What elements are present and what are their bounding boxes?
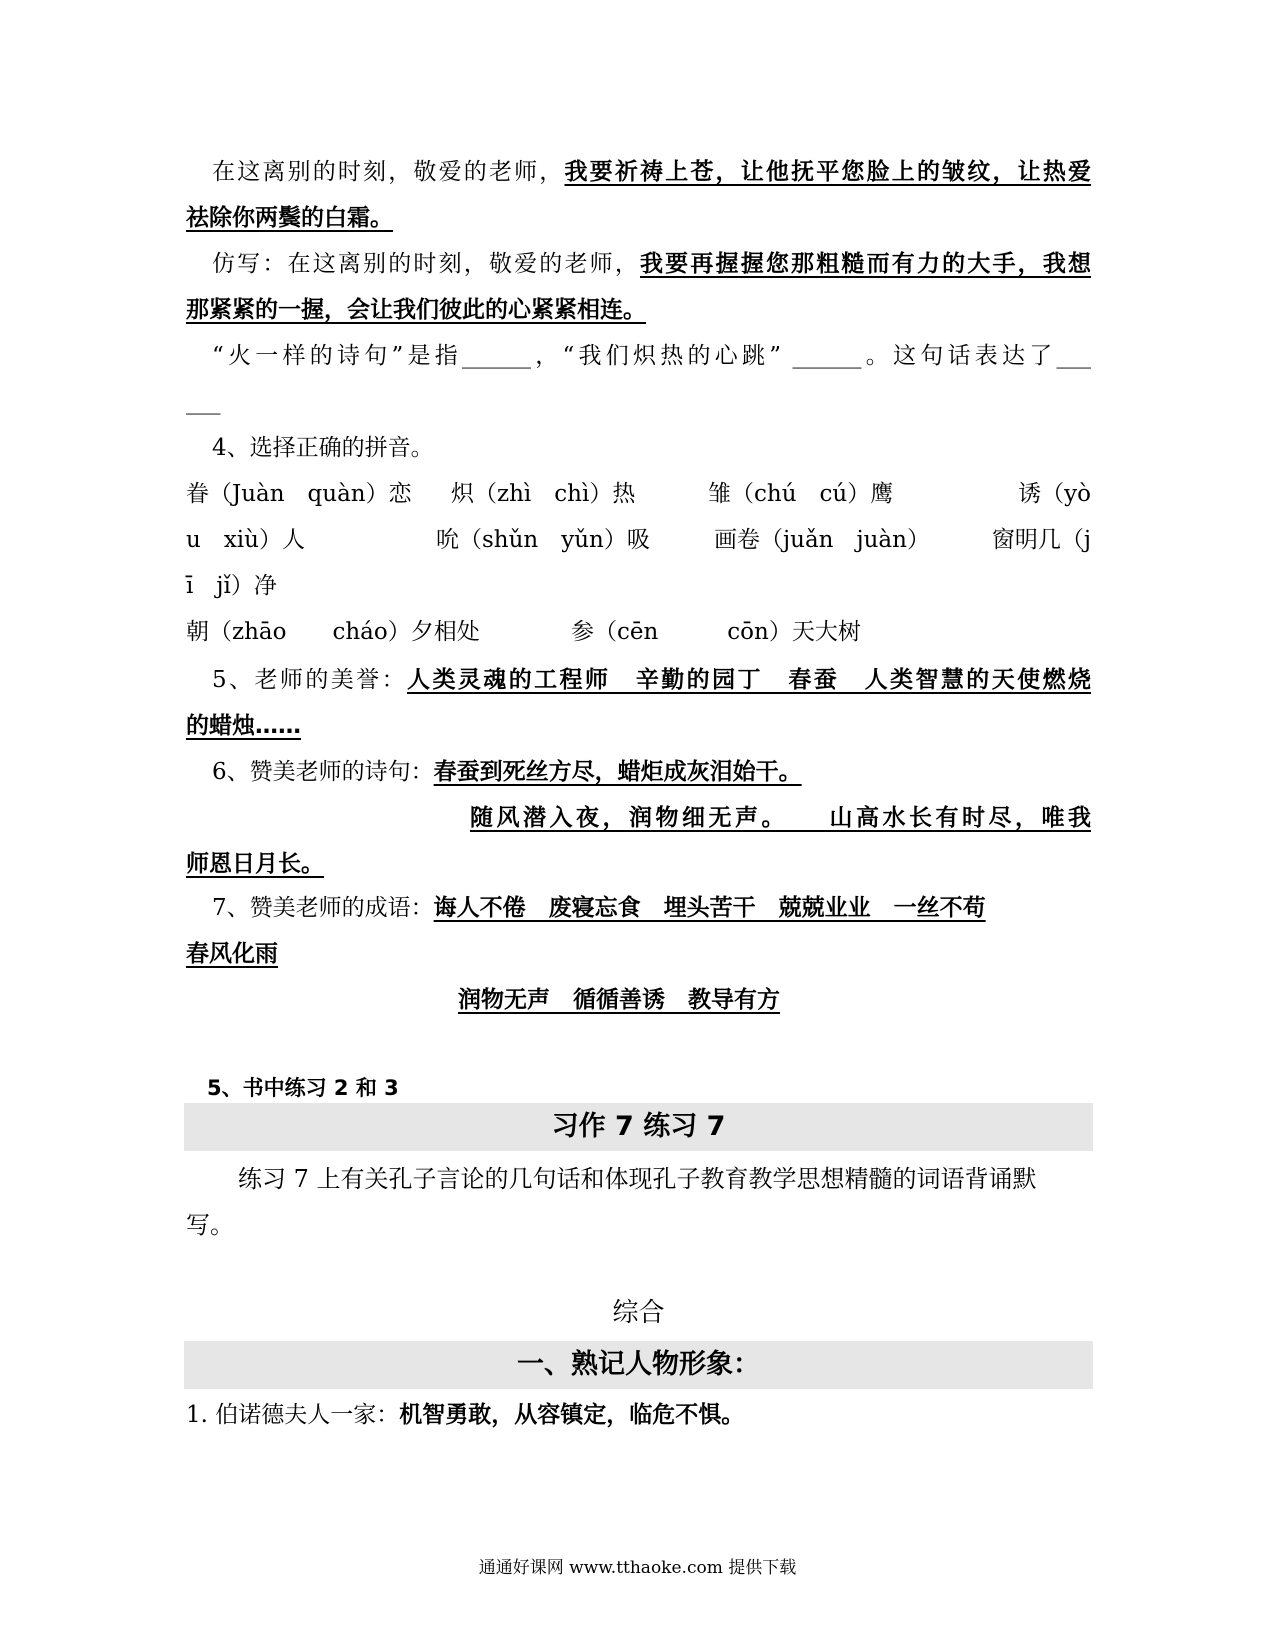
question-7-line-2	[186, 937, 1091, 971]
question-7-line-1	[186, 891, 1091, 925]
paragraph-3-cont: ___	[186, 389, 221, 415]
section-banner-characters-title: 一、熟记人物形象：	[517, 1349, 760, 1380]
paragraph-1-line-2	[186, 201, 1091, 235]
question-6-label: 6、赞美老师的诗句：	[212, 759, 434, 785]
question-7-label: 7、赞美老师的成语：	[212, 895, 434, 921]
question-7-idioms-1: 诲人不倦 废寝忘食 埋头苦干 兢兢业业 一丝不苟	[433, 895, 986, 921]
character-item-1	[186, 1398, 1091, 1432]
question-5-bold-a: 人类灵魂的工程师 辛勤的园丁 春蚕 人类智慧的天使燃烧	[407, 667, 1091, 693]
paragraph-2-bold-b: 那紧紧的一握，会让我们彼此的心紧紧相连。	[186, 297, 646, 323]
question-5-bold-b: 的蜡烛……	[186, 713, 301, 739]
question-6-poem-3: 师恩日月长。	[186, 851, 324, 877]
pinyin-item: 参（cēn cōn）天大树	[571, 619, 861, 645]
question-7-idioms-3: 润物无声 循循善诱 教导有方	[458, 987, 780, 1013]
question-7-idioms-2: 春风化雨	[186, 941, 278, 967]
character-item-1-label: 1. 伯诺德夫人一家：	[186, 1402, 400, 1428]
question-6-poem-2: 随风潜入夜，润物细无声。 山高水长有时尽，唯我	[470, 805, 1091, 831]
question-6-line-3	[186, 847, 1091, 881]
pinyin-row-3	[186, 569, 1091, 603]
comprehensive-heading-text: 综合	[612, 1298, 665, 1328]
pinyin-item: 窗明几（j	[991, 527, 1091, 553]
question-6-line-2	[186, 801, 1091, 835]
question-5-line-2	[186, 709, 1091, 743]
pinyin-item: u xiù）人	[186, 527, 305, 553]
question-7-line-3	[186, 983, 1091, 1017]
pinyin-item: 诱（yò	[1018, 481, 1091, 507]
question-5-line-1	[186, 663, 1091, 697]
pinyin-item: 雏（chú cú）鹰	[708, 481, 894, 507]
exercise-7-cont: 写。	[186, 1211, 234, 1239]
pinyin-item: 朝（zhāo cháo）夕相处	[186, 619, 480, 645]
page-footer-text: 通通好课网 www.tthaoke.com 提供下载	[478, 1558, 797, 1578]
paragraph-1-line-1	[186, 155, 1091, 189]
pinyin-item: 炽（zhì chì）热	[451, 481, 636, 507]
character-item-1-traits: 机智勇敢，从容镇定，临危不惧。	[399, 1402, 745, 1428]
comprehensive-heading	[186, 1296, 1091, 1330]
paragraph-1-bold-a: 我要祈祷上苍，让他抚平您脸上的皱纹，让热爱	[564, 159, 1092, 185]
paragraph-2-bold-a: 我要再握握您那粗糙而有力的大手，我想	[640, 251, 1092, 277]
question-6-line-1	[186, 755, 1091, 789]
paragraph-3-text: “火一样的诗句”是指______，“我们炽热的心跳” ______。这句话表达了___	[212, 343, 1091, 369]
paragraph-2-line-1	[186, 247, 1091, 281]
section-5-heading	[207, 1071, 1112, 1105]
page-footer	[0, 1553, 1275, 1578]
section-banner-xizuo7-title: 习作 7 练习 7	[551, 1111, 726, 1142]
paragraph-2-line-2	[186, 293, 1091, 327]
section-banner-xizuo7	[184, 1103, 1093, 1151]
exercise-7-text: 练习 7 上有关孔子言论的几句话和体现孔子教育教学思想精髓的词语背诵默	[238, 1165, 1037, 1193]
pinyin-item: 眷（Juàn quàn）恋	[186, 481, 412, 507]
question-4-title	[186, 431, 1091, 465]
pinyin-item: ī jǐ）净	[186, 573, 277, 599]
paragraph-1-lead: 在这离别的时刻，敬爱的老师，	[212, 159, 565, 185]
paragraph-1-bold-b: 祛除你两鬓的白霜。	[186, 205, 393, 231]
paragraph-3-line-2	[186, 385, 1091, 419]
exercise-7-line-2	[186, 1208, 1091, 1242]
question-6-poem-1: 春蚕到死丝方尽，蜡炬成灰泪始干。	[433, 759, 802, 785]
exercise-7-line-1	[186, 1162, 1091, 1196]
question-5-label: 5、老师的美誉：	[212, 667, 408, 693]
paragraph-3-line-1	[186, 339, 1091, 373]
pinyin-item: 画卷（juǎn juàn）	[714, 527, 930, 553]
section-5-heading-text: 5、书中练习 2 和 3	[207, 1076, 399, 1100]
question-4-title-text: 4、选择正确的拼音。	[212, 435, 434, 461]
paragraph-2-lead: 仿写：在这离别的时刻，敬爱的老师，	[212, 251, 640, 277]
pinyin-item: 吮（shǔn yǔn）吸	[436, 527, 650, 553]
section-banner-characters	[184, 1341, 1093, 1389]
